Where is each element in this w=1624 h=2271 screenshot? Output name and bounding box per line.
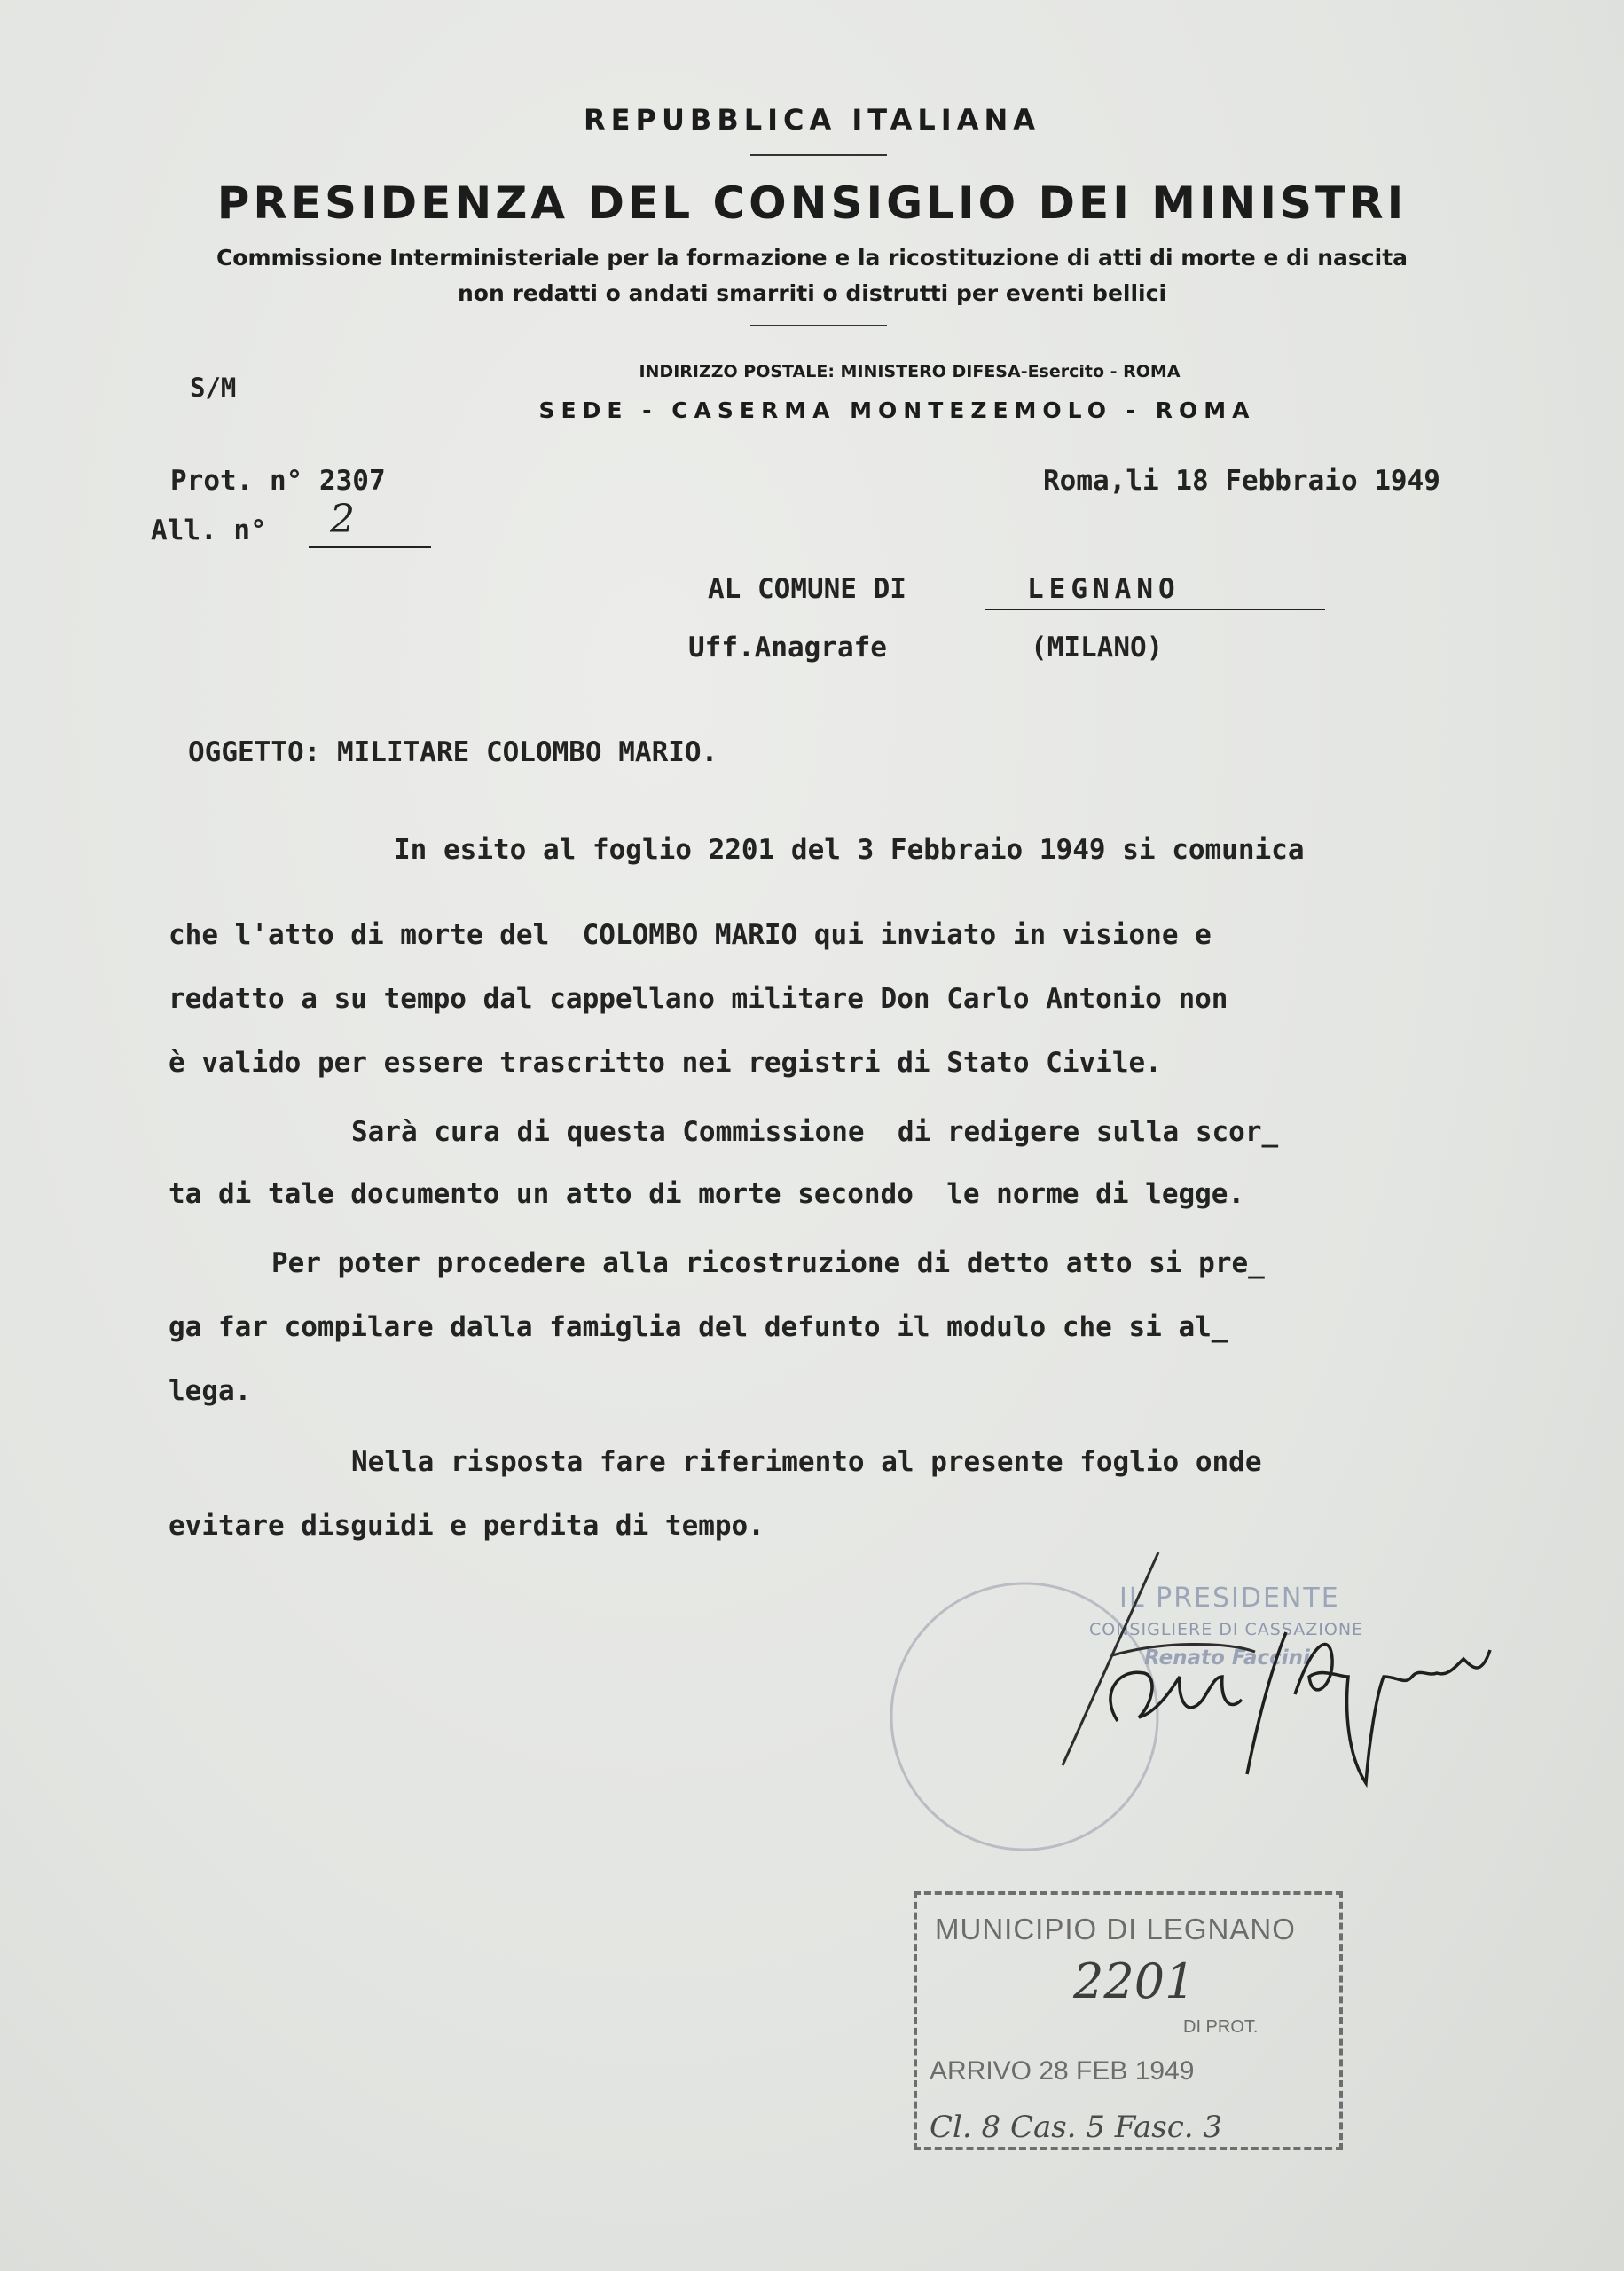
signature-title: IL PRESIDENTE — [1119, 1583, 1340, 1614]
body-line: ga far compilare dalla famiglia del defunto il modulo che si al_ — [169, 1311, 1228, 1343]
recipient-town: LEGNANO — [1027, 573, 1181, 605]
stamp-number: 2201 — [1073, 1953, 1196, 2009]
body-line: Per poter procedere alla ricostruzione di detto atto si pre_ — [271, 1247, 1265, 1279]
commission-line-2: non redatti o andati smarriti o distrutti per eventi bellici — [457, 280, 1167, 306]
handwritten-signature-icon — [1047, 1544, 1508, 1801]
recipient-underline — [985, 609, 1325, 610]
recipient-office: Uff.Anagrafe — [688, 632, 887, 664]
republic-heading: REPUBBLICA ITALIANA — [583, 103, 1041, 137]
seat-address: SEDE - CASERMA MONTEZEMOLO - ROMA — [538, 397, 1256, 423]
commission-line-1: Commissione Interministeriale per la formazione e la ricostituzione di atti di morte e di nascita — [216, 245, 1408, 271]
stamp-title: MUNICIPIO DI LEGNANO — [935, 1913, 1296, 1945]
subject-line: OGGETTO: MILITARE COLOMBO MARIO. — [188, 736, 718, 768]
attachments-underline — [309, 546, 431, 548]
recipient-label: AL COMUNE DI — [708, 573, 906, 605]
letter-date: Roma,li 18 Febbraio 1949 — [1043, 465, 1440, 497]
protocol-number: Prot. n° 2307 — [170, 465, 386, 497]
postal-address: INDIRIZZO POSTALE: MINISTERO DIFESA-Esercito - ROMA — [639, 362, 1181, 381]
recipient-province: (MILANO) — [1031, 632, 1164, 664]
body-line: redatto a su tempo dal cappellano militare Don Carlo Antonio non — [169, 983, 1228, 1015]
body-line: In esito al foglio 2201 del 3 Febbraio 1949 si comunica — [394, 834, 1305, 866]
attachments-number: 2 — [330, 497, 355, 542]
attachments-label: All. n° — [151, 515, 267, 546]
sm-reference: S/M — [190, 373, 237, 403]
presidency-heading: PRESIDENZA DEL CONSIGLIO DEI MINISTRI — [216, 177, 1408, 229]
divider-top — [750, 154, 887, 156]
body-line: ta di tale documento un atto di morte secondo le norme di legge. — [169, 1178, 1245, 1210]
body-line: Sarà cura di questa Commissione di redigere sulla scor_ — [351, 1116, 1279, 1148]
body-line: è valido per essere trascritto nei registri di Stato Civile. — [169, 1047, 1162, 1079]
stamp-classification: Cl. 8 Cas. 5 Fasc. 3 — [930, 2110, 1223, 2145]
divider-middle — [750, 325, 887, 326]
body-line: Nella risposta fare riferimento al presente foglio onde — [351, 1446, 1262, 1478]
municipal-stamp — [914, 1891, 1343, 2150]
signature-name: Renato Faccini — [1144, 1646, 1310, 1670]
stamp-arrival-date: ARRIVO 28 FEB 1949 — [930, 2056, 1195, 2086]
body-line: evitare disguidi e perdita di tempo. — [169, 1510, 765, 1542]
body-line: che l'atto di morte del COLOMBO MARIO qui inviato in visione e — [169, 919, 1212, 951]
body-line: lega. — [169, 1375, 252, 1407]
stamp-prot-label: DI PROT. — [1183, 2017, 1259, 2037]
signature-role: CONSIGLIERE DI CASSAZIONE — [1089, 1620, 1364, 1639]
